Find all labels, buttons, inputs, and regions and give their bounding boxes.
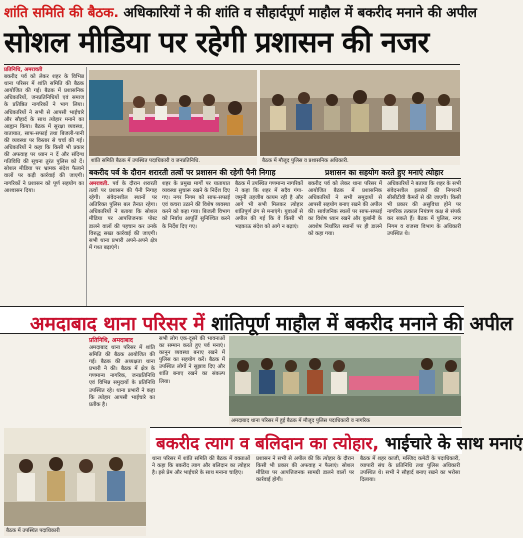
bottom-left-photo-graphic (4, 428, 146, 526)
top-left-caption: शांति समिति बैठक में उपस्थित पदाधिकारी व जनप्रतिनिधि. (89, 157, 257, 165)
kicker-line (4, 3, 477, 21)
mid-subhead-left: बकरीद पर्व के दौरान शरारती तत्वों पर प्रशासन की रहेगी पैनी निगाह (89, 168, 276, 177)
lower-right-caption: अमदाबाद थाना परिसर में हुई बैठक में मौजूद पुलिस पदाधिकारी व नागरिक (229, 417, 461, 425)
mid-subhead-right: प्रशासन का सहयोग करते हुए मनाएं त्योहार (325, 168, 444, 177)
bottom-band-title (156, 431, 523, 454)
bottom-col-2-text: प्रशासन ने सभी से अपील की कि त्योहार के दौरान किसी भी प्रकार की अफवाह न फैलाएं। सोशल मीडिया पर आपत्तिजनक सामग्री डालने वालों पर कार्रवाई होगी। (256, 456, 354, 484)
bottom-band-red: बकरीद त्याग व बलिदान का त्योहार, (156, 434, 379, 454)
kicker-red: शांति समिति की बैठक. (4, 5, 119, 21)
divider (4, 64, 460, 65)
mid-col-1-text: पर्व के दौरान शरारती तत्वों पर प्रशासन की पैनी निगाह रहेगी। संवेदनशील स्थानों पर अतिरिक्त पुलिस बल तैनात रहेगा। अधिकारियों ने बताया कि सोशल मीडिया पर आपत्तिजनक पोस्ट डालने वालों की पहचान कर उनके विरुद्ध सख्त कार्रवाई की जाएगी। सभी थाना प्रभारी अपने-अपने क्षेत्र में गश्त बढ़ाएंगे। (89, 181, 158, 251)
bottom-col-1-text: थाना परिसर में शांति समिति की बैठक में वक्ताओं ने कहा कि बकरीद त्याग और बलिदान का त्योहार है। इसे प्रेम और भाईचारे के साथ मनाना चाहिए। (152, 456, 250, 477)
bottom-left-caption: बैठक में उपस्थित पदाधिकारी (4, 527, 146, 536)
mid-article-col-5 (387, 181, 461, 305)
mid-article-col-4 (308, 181, 382, 305)
section-band-amdabad (0, 306, 513, 335)
bottom-band-black: भाईचारे के साथ मनाएं (384, 434, 523, 454)
left-article-body: बकरीद पर्व को लेकर शहर के विभिन्न थाना परिसर में शांति समिति की बैठक आयोजित की गई। बैठक में प्रशासनिक अधिकारियों, जनप्रतिनिधियों एवं समाज के प्रतिष्ठित नागरिकों ने भाग लिया। अधिकारियों ने सभी से आपसी भाईचारे और सौहार्द के साथ त्योहार मनाने का आह्वान किया। बैठक में सुरक्षा व्यवस्था, यातायात, साफ-सफाई तथा बिजली-पानी की व्यवस्था पर विस्तार से चर्चा की गई। अधिकारियों ने कहा कि किसी भी प्रकार की अफवाह पर ध्यान न दें और संदिग्ध गतिविधि की सूचना तुरंत पुलिस को दें। सोशल मीडिया पर भ्रामक संदेश फैलाने वालों पर कड़ी कार्रवाई की जाएगी। नागरिकों ने प्रशासन को पूर्ण सहयोग का आश्वासन दिया। (4, 74, 84, 194)
bottom-article-col-1 (152, 456, 250, 536)
mid-article-col-3 (235, 181, 303, 305)
lower-article-col-1 (89, 345, 155, 427)
mid-article-col-1 (89, 181, 157, 305)
meeting-photo-right-graphic (260, 70, 460, 156)
lower-dateline: प्रतिनिधि, अमदाबाद (89, 337, 133, 344)
bottom-article-col-3 (360, 456, 460, 536)
mid-article-col-2 (162, 181, 230, 305)
mid-col-5-text: अधिकारियों ने बताया कि शहर के सभी संवेदनशील इलाकों की निगरानी सीसीटीवी कैमरों से की जाएगी। किसी भी प्रकार की असुविधा होने पर नागरिक तत्काल नियंत्रण कक्ष से संपर्क कर सकते हैं। बैठक में पुलिस, नगर निगम व राजस्व विभाग के अधिकारी उपस्थित थे। (387, 181, 461, 237)
lower-col-2-text: सभी लोग एक-दूसरे की भावनाओं का सम्मान करते हुए पर्व मनाएं। कानून व्यवस्था बनाए रखने में पुलिस का सहयोग करें। बैठक में उपस्थित लोगों ने सुझाव दिए और शांति बनाए रखने का संकल्प लिया। (159, 336, 225, 385)
section-band-bakrid (150, 427, 523, 454)
band-title (30, 310, 513, 336)
mid-col-3-text: बैठक में उपस्थित गणमान्य नागरिकों ने कहा कि शहर में सदैव गंगा-जमुनी तहजीब कायम रही है और आगे भी सभी मिलकर त्योहार शांतिपूर्ण ढंग से मनाएंगे। युवाओं से अपील की गई कि वे किसी भी भड़काऊ संदेश को आगे न बढ़ाएं। (235, 181, 303, 230)
meeting-photo-left (89, 70, 257, 156)
lower-col-1-text: अमदाबाद थाना परिसर में शांति समिति की बैठक आयोजित की गई। बैठक की अध्यक्षता थाना प्रभारी ने की। बैठक में क्षेत्र के गणमान्य नागरिक, जनप्रतिनिधि एवं विभिन्न समुदायों के प्रतिनिधि उपस्थित रहे। थाना प्रभारी ने कहा कि त्योहार आपसी भाईचारे का प्रतीक है। (89, 345, 155, 408)
band-title-red: अमदाबाद थाना परिसर में (30, 313, 205, 335)
bottom-col-3-text: बैठक में शहर काजी, मस्जिद कमेटी के पदाधिकारी, व्यापारी संघ के प्रतिनिधि तथा पुलिस अधिकारी उपस्थित थे। सभी ने सौहार्द बनाए रखने का भरोसा दिलाया। (360, 456, 460, 484)
bottom-article-col-2 (256, 456, 354, 536)
lower-meeting-photo-graphic (229, 336, 461, 416)
left-article (4, 67, 84, 425)
mid-col-4-text: बकरीद पर्व को लेकर थाना परिसर में आयोजित बैठक में प्रशासनिक अधिकारियों ने सभी समुदायों से आपसी सहयोग बनाए रखने की अपील की। सार्वजनिक स्थलों पर साफ-सफाई का विशेष ध्यान रखने और कुर्बानी के अवशेष निर्धारित स्थानों पर ही डालने को कहा गया। (308, 181, 382, 237)
left-dateline: प्रतिनिधि, अमरावती (4, 67, 43, 73)
meeting-photo-left-graphic (89, 70, 257, 156)
main-headline: सोशल मीडिया पर रहेगी प्रशासन की नजर (4, 25, 429, 59)
bottom-left-photo (4, 428, 146, 526)
lower-meeting-photo (229, 336, 461, 416)
meeting-photo-right (260, 70, 460, 156)
mid-dateline: अमरावती. (89, 181, 110, 187)
divider (89, 178, 461, 179)
lower-article-col-2 (159, 336, 225, 426)
top-right-caption: बैठक में मौजूद पुलिस व प्रशासनिक अधिकारी. (260, 157, 460, 165)
band-title-black: शांतिपूर्ण माहौल में बकरीद मनाने की अपील (211, 313, 513, 335)
column-divider (86, 67, 87, 307)
kicker-black: अधिकारियों ने की शांति व सौहार्दपूर्ण माहौल में बकरीद मनाने की अपील (123, 5, 477, 21)
mid-col-2-text: शहर के प्रमुख मार्गों पर यातायात व्यवस्था सुचारू रखने के निर्देश दिए गए। नगर निगम को साफ-सफाई एवं कचरा उठाने की विशेष व्यवस्था करने को कहा गया। बिजली विभाग को निर्बाध आपूर्ति सुनिश्चित करने के निर्देश दिए गए। (162, 181, 230, 230)
